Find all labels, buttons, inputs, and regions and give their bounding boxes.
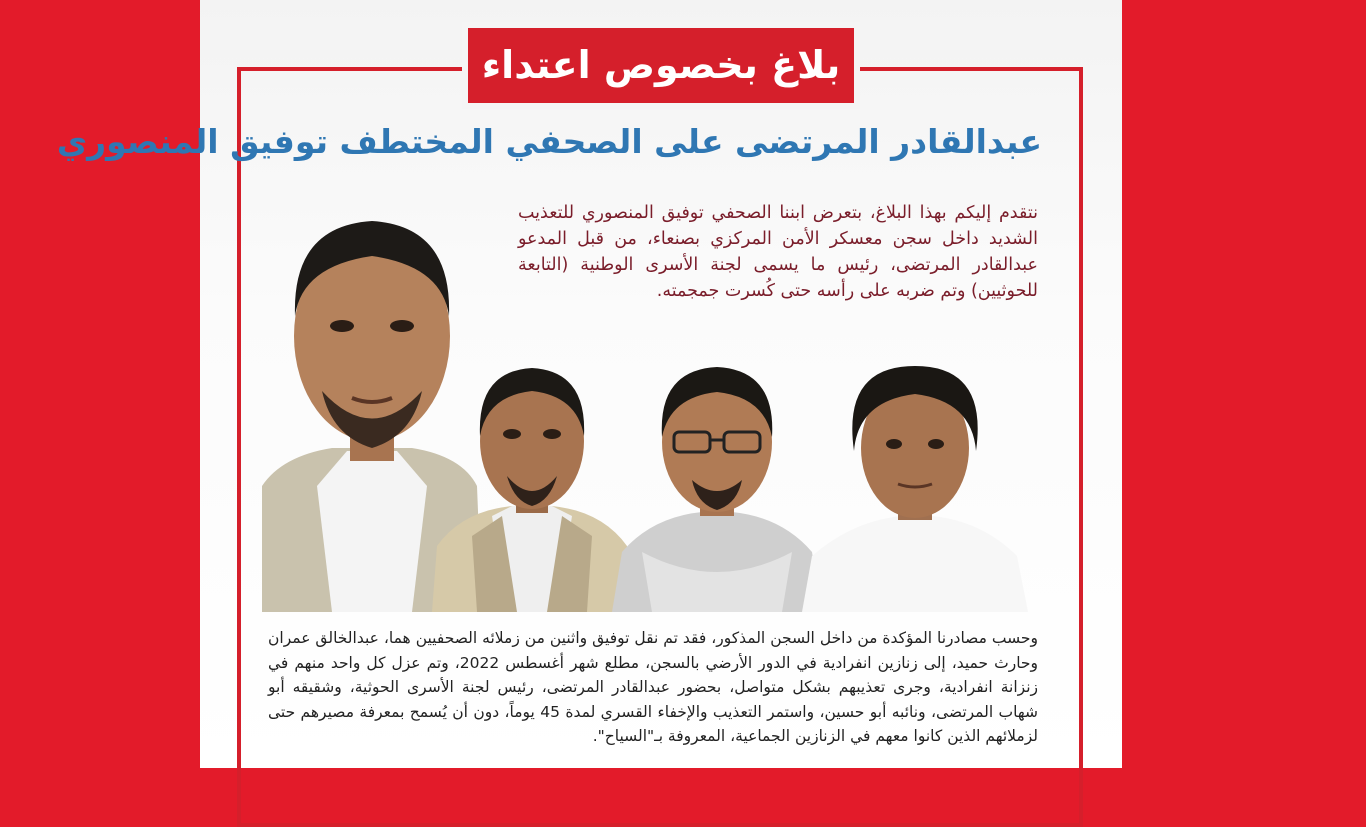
journalist-photo-3 — [612, 352, 822, 612]
page-title-badge — [468, 28, 854, 103]
statement-page — [56, 0, 1122, 768]
page-subtitle: عبدالقادر المرتضى على الصحفي المختطف توفيق المنصوري — [56, 122, 1042, 161]
journalist-photo-4 — [792, 356, 1038, 612]
page-title: بلاغ بخصوص اعتداء — [481, 43, 841, 87]
journalists-photo-group — [262, 186, 1038, 612]
journalist-photo-2 — [432, 356, 632, 612]
body-paragraph: وحسب مصادرنا المؤكدة من داخل السجن المذكور، فقد تم نقل توفيق واثنين من زملائه الصحفيين هما، عبدالخالق عمران وحارث حميد، إلى زنازين انفرادية في الدور الأرضي بالسجن، مطلع شهر أغسطس 2022، وتم عزل كل واحد منهم في زنزانة انفرادية، وجرى تعذيبهم بشكل متواصل، بحضور عبدالقادر المرتضى، رئيس لجنة الأسرى الحوثية، وشقيقه أبو شهاب المرتضى، ونائبه أبو حسين، واستمر التعذيب والإخفاء القسري لمدة 45 يوماً، دون أن يُسمح بمعرفة مصيرهم حتى لزملائهم الذين كانوا معهم في الزنازين الجماعية، المعروفة بـ"السياح". — [268, 629, 1038, 745]
intro-paragraph: نتقدم إليكم بهذا البلاغ، بتعرض ابننا الصحفي توفيق المنصوري للتعذيب الشديد داخل سجن معسكر الأمن المركزي بصنعاء، من قبل المدعو عبدالقادر المرتضى، رئيس ما يسمى لجنة الأسرى الوطنية (التابعة للحوثيين) وتم ضربه على رأسه حتى كُسرت جمجمته. — [518, 203, 1038, 301]
